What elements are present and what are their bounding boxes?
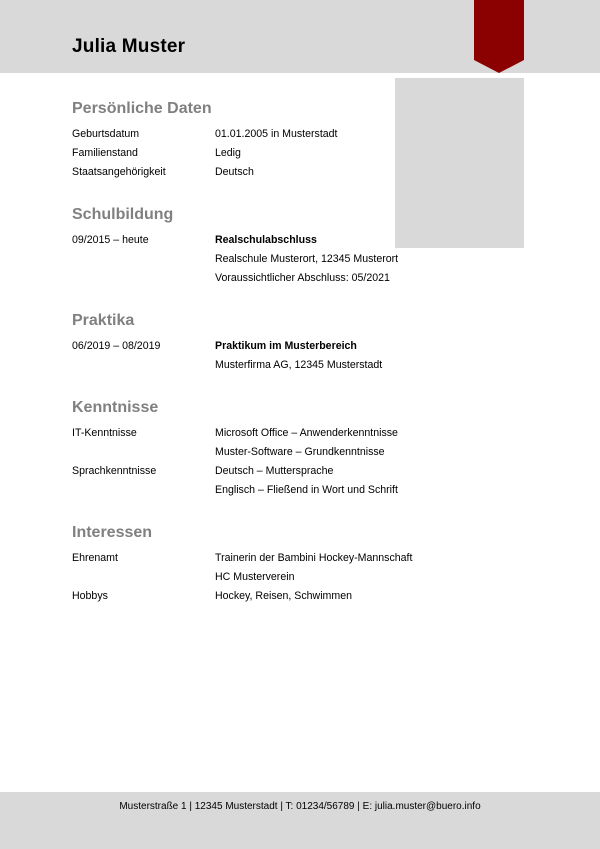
interests-row (72, 588, 512, 604)
skills-row (72, 425, 512, 441)
internship-row (72, 357, 512, 373)
applicant-name: Julia Muster (72, 36, 186, 57)
personal-row (72, 164, 512, 180)
language-skills-label: Sprachkenntnisse (72, 465, 157, 477)
row-value: Ledig (215, 147, 241, 159)
skills-row (72, 482, 512, 498)
section-title-skills: Kenntnisse (72, 399, 159, 416)
internship-row (72, 338, 512, 354)
ribbon-bookmark-icon (474, 0, 524, 73)
section-title-interests: Interessen (72, 524, 153, 541)
row-value: 01.01.2005 in Musterstadt (215, 128, 338, 140)
school-row (72, 251, 512, 267)
it-skills-label: IT-Kenntnisse (72, 427, 137, 439)
hobbies-label: Hobbys (72, 590, 108, 602)
row-value: Deutsch (215, 166, 254, 178)
section-title-internship: Praktika (72, 312, 135, 329)
volunteer-item: Trainerin der Bambini Hockey-Mannschaft (215, 552, 413, 564)
school-line: Realschule Musterort, 12345 Musterort (215, 253, 399, 265)
school-row (72, 270, 512, 286)
row-label: Geburtsdatum (72, 128, 140, 140)
internship-position: Praktikum im Musterbereich (215, 340, 357, 352)
language-skill: Englisch – Fließend in Wort und Schrift (215, 484, 398, 496)
skills-row (72, 463, 512, 479)
row-label: Familienstand (72, 147, 138, 159)
internship-line: Musterfirma AG, 12345 Musterstadt (215, 359, 383, 371)
volunteer-label: Ehrenamt (72, 552, 118, 564)
school-period: 09/2015 – heute (72, 234, 149, 246)
row-label: Staatsangehörigkeit (72, 166, 166, 178)
photo-placeholder (395, 78, 524, 248)
volunteer-item: HC Musterverein (215, 571, 295, 583)
it-skill: Microsoft Office – Anwenderkenntnisse (215, 427, 398, 439)
it-skill: Muster-Software – Grundkenntnisse (215, 446, 385, 458)
school-degree: Realschulabschluss (215, 234, 317, 246)
hobbies-value: Hockey, Reisen, Schwimmen (215, 590, 352, 602)
personal-row (72, 145, 512, 161)
interests-row (72, 550, 512, 566)
school-row (72, 232, 512, 248)
section-title-personal: Persönliche Daten (72, 100, 212, 117)
internship-period: 06/2019 – 08/2019 (72, 340, 161, 352)
personal-row (72, 126, 512, 142)
skills-row (72, 444, 512, 460)
footer-contact: Musterstraße 1 | 12345 Musterstadt | T: 01234/56789 | E: julia.muster@buero.info (119, 801, 481, 812)
section-title-school: Schulbildung (72, 206, 174, 223)
language-skill: Deutsch – Muttersprache (215, 465, 334, 477)
school-line: Voraussichtlicher Abschluss: 05/2021 (215, 272, 390, 284)
interests-row (72, 569, 512, 585)
